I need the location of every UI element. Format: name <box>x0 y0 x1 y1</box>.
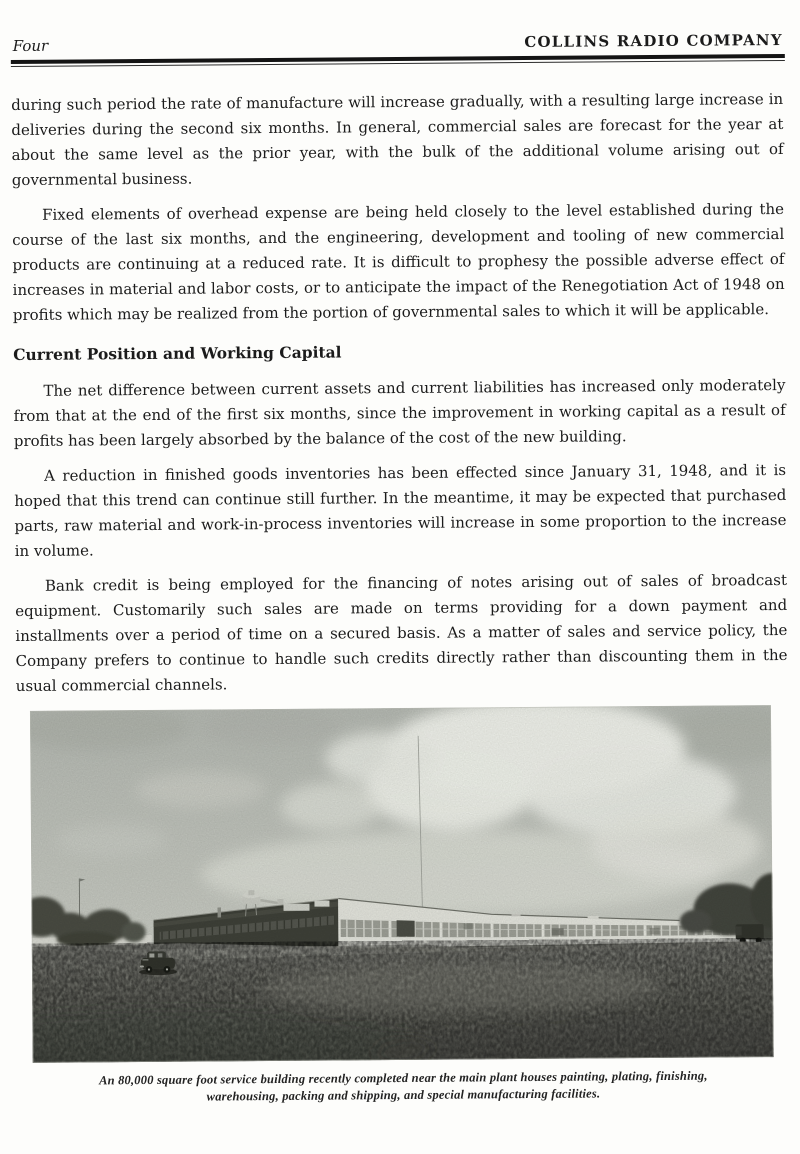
page-header <box>13 31 783 55</box>
photo-caption-line-1: An 80,000 square foot service building recently completed near the main plant houses painting, plating, finishing, <box>98 1068 708 1087</box>
header-rule <box>11 54 785 67</box>
paragraph-inventories: A reduction in finished goods inventories has been effected since January 31, 1948, and it is hoped that this trend can continue still further. In the meantime, it may be expected that purchased parts, raw material and work-in-process inventories will increase in some proportion to the increase in volume. <box>14 460 787 560</box>
paragraph-manufacture-rate: during such period the rate of manufacture will increase gradually, with a resulting large increase in deliveries during the second six months. In general, commercial sales are forecast for the year at about the same level as the prior year, with the bulk of the additional volume arising out of governmental business. <box>11 89 784 189</box>
paragraph-overhead-expense: Fixed elements of overhead expense are being held closely to the level established during the course of the last six months, and the engineering, development and tooling of new commercial products are continuing at a reduced rate. It is difficult to prophesy the possible adverse effect of increases in material and labor costs, or to anticipate the impact of the Renegotiation Act of 1948 on profits which may be realized from the portion of governmental sales to which it will be applicable. <box>12 199 785 324</box>
photo-caption <box>33 1067 774 1107</box>
page-number: Four <box>12 36 49 56</box>
service-building-photo <box>30 705 774 1063</box>
photo-caption-line-2: warehousing, packing and shipping, and special manufacturing facilities. <box>206 1085 601 1104</box>
paragraph-net-difference: The net difference between current assets and current liabilities has increased only moderately from that at the end of the first six months, since the improvement in working capital as a result of profits has been largely absorbed by the balance of the cost of the new building. <box>13 375 786 450</box>
page-body <box>11 86 791 1106</box>
scanned-content <box>0 31 800 1107</box>
section-heading: Current Position and Working Capital <box>13 341 342 364</box>
photo-figure <box>30 705 774 1107</box>
document-page <box>0 30 800 1154</box>
paragraph-bank-credit: Bank credit is being employed for the financing of notes arising out of sales of broadcast equipment. Customarily such sales are made on terms providing for a down payment and installments over a period of time on a secured basis. As a matter of sales and service policy, the Company prefers to continue to handle such credits directly rather than discounting them in the usual commercial channels. <box>15 570 788 695</box>
company-name-header: COLLINS RADIO COMPANY <box>524 30 783 52</box>
